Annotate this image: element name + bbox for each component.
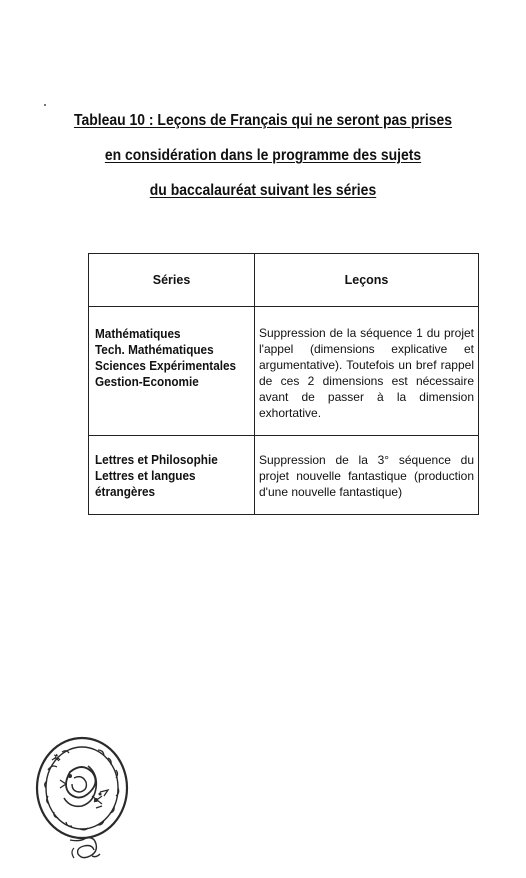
- document-title: [40, 112, 486, 217]
- table-row: [89, 307, 479, 436]
- header-series: Séries: [89, 254, 255, 307]
- title-line-2: en considération dans le programme des sujets: [104, 147, 422, 164]
- official-seal-icon: [30, 730, 140, 870]
- series-name: Mathématiques: [95, 327, 181, 341]
- series-name: étrangères: [95, 485, 156, 499]
- header-lecons: Leçons: [255, 254, 479, 307]
- table-header-row: [89, 254, 479, 307]
- title-line-1-text: : Leçons de Français qui ne seront pas prises: [145, 112, 453, 129]
- series-name: Gestion-Economie: [95, 375, 199, 389]
- table-number-label: Tableau 10: [73, 112, 146, 129]
- table-row: [89, 436, 479, 515]
- series-cell: [89, 436, 255, 515]
- series-cell: [89, 307, 255, 436]
- series-name: Lettres et langues: [95, 469, 196, 483]
- lecon-cell: Suppression de la 3° séquence du projet nouvelle fantastique (production d'une nouvelle fantastique): [255, 436, 479, 515]
- title-line-1: [62, 112, 463, 129]
- lessons-table: [88, 253, 479, 515]
- lessons-table-wrapper: [88, 253, 478, 515]
- lecon-cell: Suppression de la séquence 1 du projet l'appel (dimensions explicative et argumentative). Toutefois un bref rappel de ces 2 dimensions est nécessaire avant de passer à la dimension exhortative.: [255, 307, 479, 436]
- series-name: Sciences Expérimentales: [95, 359, 237, 373]
- series-name: Lettres et Philosophie: [95, 453, 218, 467]
- title-line-3: du baccalauréat suivant les séries: [149, 182, 377, 199]
- scan-speck: [44, 104, 46, 106]
- series-name: Tech. Mathématiques: [95, 343, 214, 357]
